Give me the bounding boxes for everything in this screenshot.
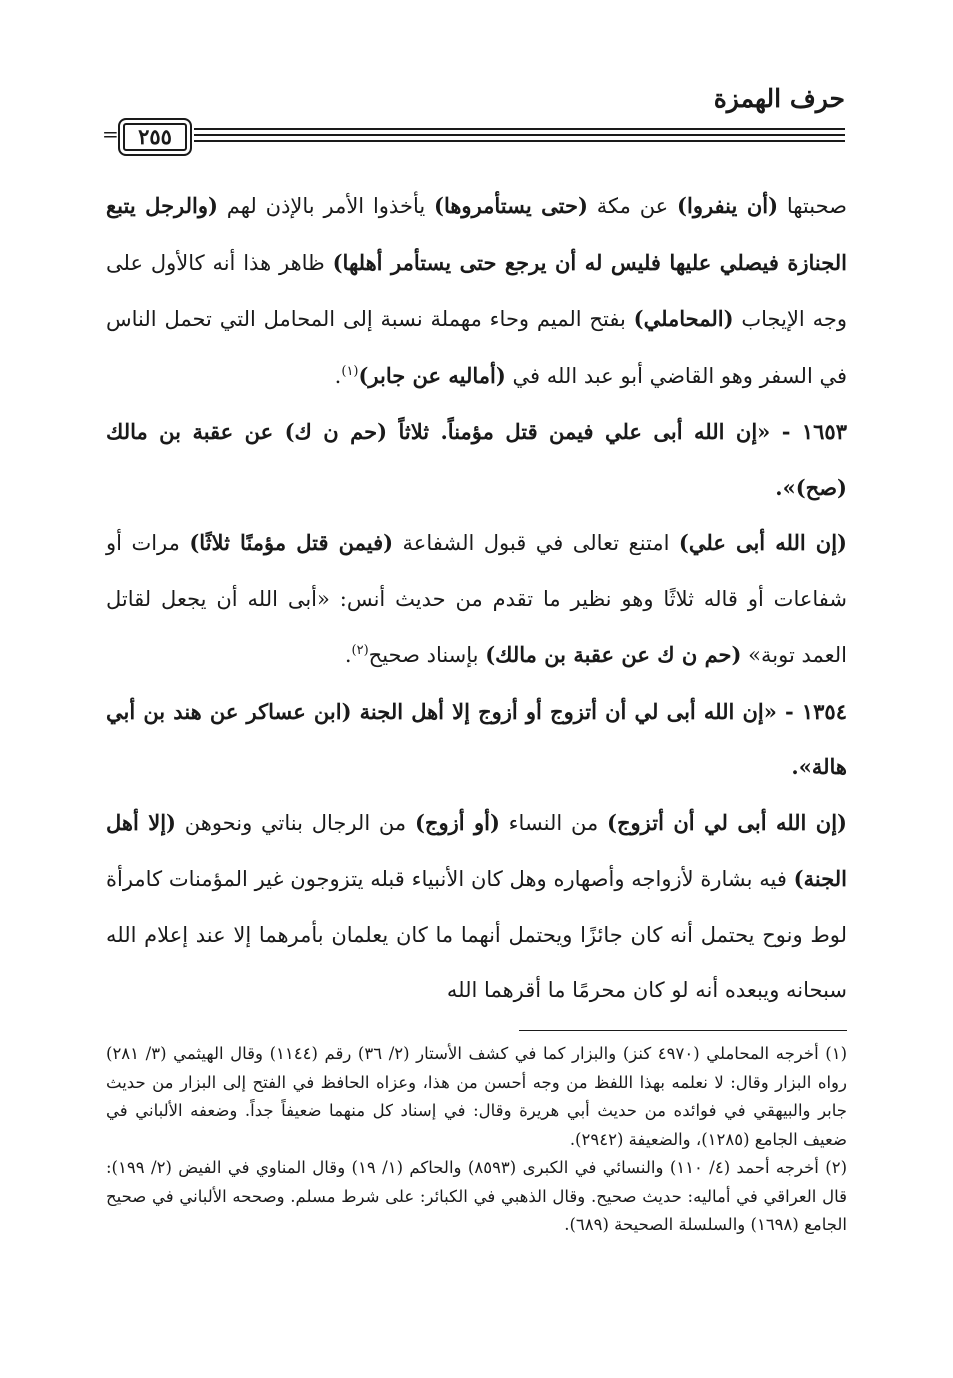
quoted-phrase: (المحاملي) — [633, 306, 734, 331]
page-number: ٢٥٥ — [118, 118, 192, 156]
quoted-phrase: (أن ينفروا) — [677, 193, 779, 218]
text-run: ظاهر هذا أنه كالأول على وجه الإيجاب — [106, 250, 847, 331]
footnote-1: (١) أخرجه المحاملي (٤٩٧٠ كنز) والبزار كما في كشف الأستار (٢/ ٣٦) رقم (١١٤٤) وقال الهيثمي (٣/ ٢٨١) رواه البزار وقال: لا نعلمه بهذا اللفظ من وجه أحسن من هذا، وعزاه الحافظ في الفتح إلى البزار من حديث جابر والبيهقي في فوائده من حديث أبي هريرة وقال: في إسناد كل منهما ضعيفاً جداً. وضعفه الألباني في ضعيف الجامع (١٢٨٥)، والضعيفة (٢٩٤٢). — [106, 1044, 847, 1149]
quoted-phrase: (إن الله أبى لي أن أتزوج) — [607, 809, 847, 835]
text-run: بإسناد صحيح — [368, 643, 486, 667]
footnote-separator — [519, 1030, 847, 1031]
quoted-phrase: (حم ن ك عن عقبة بن مالك) — [485, 642, 742, 667]
rule-line — [194, 140, 845, 142]
main-text — [106, 178, 847, 1019]
footnote-ref-1[interactable]: (١) — [341, 363, 359, 379]
footnotes — [106, 1040, 847, 1240]
text-run: يأخذوا الأمر بالإذن لهم — [217, 194, 435, 218]
text-run: فيه بشارة لأزواجه وأصهاره وهل كان الأنبياء قبله يتزوجون غير المؤمنات كامرأة لوط ونوح يحتمل أنه كان جائزًا ويحتمل أنهما ما كان يعلمان بأمرهما إلا عند إعلام الله سبحانه ويبعده أنه لو كان محرمًا ما أقرهما الله — [106, 867, 847, 1002]
text-run: عن مكة — [587, 194, 678, 218]
quoted-phrase: (إلا أهل الجنة) — [106, 809, 847, 891]
text-run: من الرجال بناتي ونحوهن — [175, 810, 415, 835]
text-run: . — [344, 643, 352, 667]
hadith-1354: ١٣٥٤ - «إن الله أبى لي أن أتزوج أو أزوج إلا أهل الجنة (ابن عساكر عن هند بن أبي هالة». — [106, 698, 847, 779]
quoted-phrase: (إن الله أبى علي) — [678, 530, 847, 555]
text-run: امتنع تعالى في قبول الشفاعة — [393, 531, 679, 555]
running-title: حرف الهمزة — [713, 84, 845, 113]
text-run: مرات أو شفاعات أو قاله ثلاثًا وهو نظير ما تقدم من حديث أنس: «أبى الله أن يجعل لقاتل العمد توبة» — [106, 531, 847, 667]
commentary-paragraph-2 — [106, 515, 847, 684]
rule-line — [194, 134, 845, 136]
footnote-2: (٢) أخرجه أحمد (٤/ ١١٠) والنسائي في الكبرى (٨٥٩٣) والحاكم (١/ ١٩) وقال المناوي في الفيض (٢/ ١٩٩): قال العراقي في أماليه: حديث صحيح. وقال الذهبي في الكبائر: على شرط مسلم. وصححه الألباني في صحيح الجامع (١٦٩٨) والسلسلة الصحيحة (٦٨٩). — [106, 1158, 848, 1234]
header-marker: = — [102, 122, 119, 146]
quoted-phrase: (حتى يستأمروها) — [434, 193, 588, 218]
quoted-phrase: (أماليه عن جابر) — [358, 362, 506, 388]
header-rule — [102, 118, 845, 158]
quoted-phrase: (أو أزوج) — [414, 809, 500, 835]
hadith-1653: ١٦٥٣ - «إن الله أبى علي فيمن قتل مؤمناً. ثلاثاً (حم ن ك) عن عقبة بن مالك (صح)». — [106, 419, 847, 500]
commentary-paragraph-3 — [106, 795, 847, 1019]
commentary-paragraph-1 — [106, 178, 847, 404]
rule-line — [194, 128, 845, 130]
text-run: . — [334, 363, 342, 388]
quoted-phrase: (والرجل يتبع الجنازة فيصلي عليها فليس له أن يرجع حتى يستأمر أهلها) — [106, 193, 847, 275]
text-run: بفتح الميم وحاء مهملة نسبة إلى المحامل التي تحمل الناس في السفر وهو القاضي أبو عبد الله في — [106, 307, 847, 388]
quoted-phrase: (فيمن قتل مؤمنًا ثلاثًا) — [189, 530, 394, 555]
footnote-ref-2[interactable]: (٢) — [351, 643, 369, 658]
text-run: من النساء — [499, 810, 608, 835]
text-run: صحبتها — [778, 194, 847, 218]
